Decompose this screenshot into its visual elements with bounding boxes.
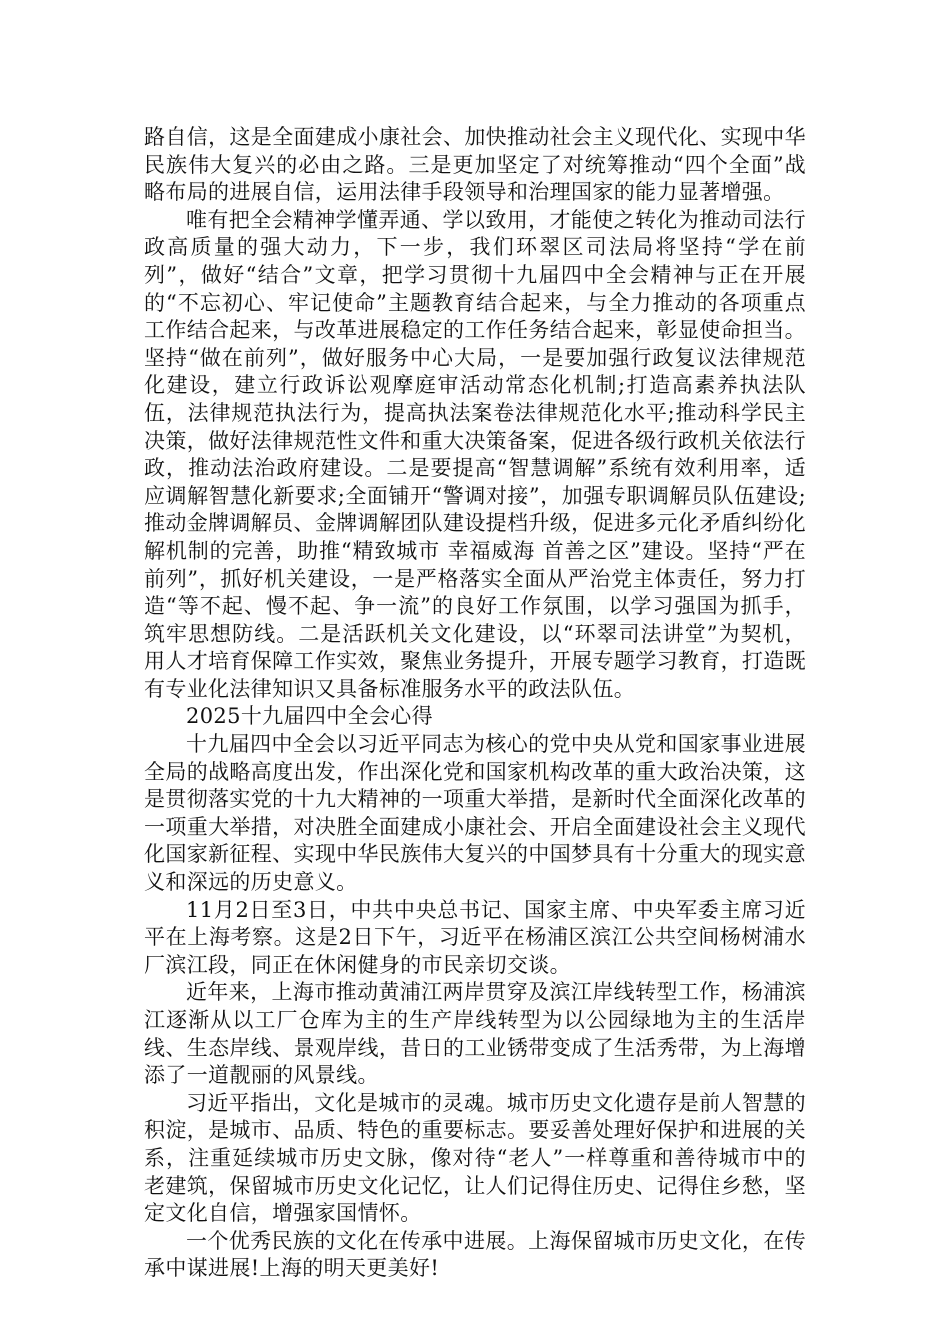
paragraph-3: 十九届四中全会以习近平同志为核心的党中央从党和国家事业进展全局的战略高度出发，作出深化党和国家机构改革的重大政治决策，这是贯彻落实党的十九大精神的一项重大举措，是新时代全面深化改革的一项重大举措，对决胜全面建成小康社会、开启全面建设社会主义现代化国家新征程、实现中华民族伟大复兴的中国梦具有十分重大的现实意义和深远的历史意义。 — [144, 732, 806, 895]
paragraph-1: 路自信，这是全面建成小康社会、加快推动社会主义现代化、实现中华民族伟大复兴的必由之路。三是更加坚定了对统筹推动“四个全面”战略布局的进展自信，运用法律手段领导和治理国家的能力显著增强。 — [144, 125, 806, 205]
paragraph-6: 习近平指出，文化是城市的灵魂。城市历史文化遗存是前人智慧的积淀，是城市、品质、特色的重要标志。要妥善处理好保护和进展的关系，注重延续城市历史文脉，像对待“老人”一样尊重和善待城市中的老建筑，保留城市历史文化记忆，让人们记得住历史、记得住乡愁，坚定文化自信，增强家国情怀。 — [144, 1090, 806, 1226]
paragraph-2: 唯有把全会精神学懂弄通、学以致用，才能使之转化为推动司法行政高质量的强大动力，下一步，我们环翠区司法局将坚持“学在前列”，做好“结合”文章，把学习贯彻十九届四中全会精神与正在开展的“不忘初心、牢记使命”主题教育结合起来，与全力推动的各项重点工作结合起来，与改革进展稳定的工作任务结合起来，彰显使命担当。坚持“做在前列”，做好服务中心大局，一是要加强行政复议法律规范化建设，建立行政诉讼观摩庭审活动常态化机制;打造高素养执法队伍，法律规范执法行为，提高执法案卷法律规范化水平;推动科学民主决策，做好法律规范性文件和重大决策备案，促进各级行政机关依法行政，推动法治政府建设。二是要提高“智慧调解”系统有效利用率，适应调解智慧化新要求;全面铺开“警调对接”，加强专职调解员队伍建设;推动金牌调解员、金牌调解团队建设提档升级，促进多元化矛盾纠纷化解机制的完善，助推“精致城市 幸福威海 首善之区”建设。坚持“严在前列”，抓好机关建设，一是严格落实全面从严治党主体责任，努力打造“等不起、慢不起、争一流”的良好工作氛围，以学习强国为抓手，筑牢思想防线。二是活跃机关文化建设，以“环翠司法讲堂”为契机，用人才培育保障工作实效，聚焦业务提升，开展专题学习教育，打造既有专业化法律知识又具备标准服务水平的政法队伍。 — [144, 207, 806, 701]
section-heading: 2025十九届四中全会心得 — [186, 704, 433, 729]
paragraph-7: 一个优秀民族的文化在传承中进展。上海保留城市历史文化，在传承中谋进展!上海的明天更美好! — [144, 1228, 806, 1281]
paragraph-4: 11月2日至3日，中共中央总书记、国家主席、中央军委主席习近平在上海考察。这是2日下午，习近平在杨浦区滨江公共空间杨树浦水厂滨江段，同正在休闲健身的市民亲切交谈。 — [144, 897, 806, 977]
document-body — [144, 124, 806, 1283]
paragraph-5: 近年来，上海市推动黄浦江两岸贯穿及滨江岸线转型工作，杨浦滨江逐渐从以工厂仓库为主的生产岸线转型为以公园绿地为主的生活岸线、生态岸线、景观岸线，昔日的工业锈带变成了生活秀带，为上海增添了一道靓丽的风景线。 — [144, 980, 806, 1088]
